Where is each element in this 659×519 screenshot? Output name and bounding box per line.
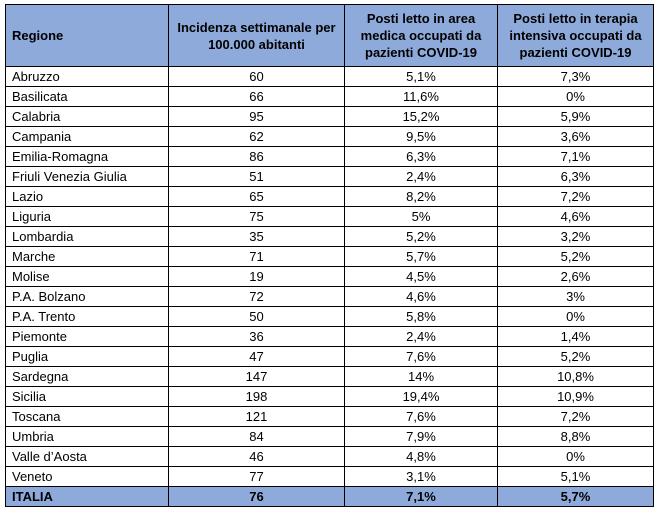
icu-beds-cell: 5,9% [498,107,654,127]
region-cell: P.A. Bolzano [6,287,169,307]
incidence-cell: 198 [169,387,345,407]
medical-beds-cell: 2,4% [345,167,498,187]
medical-beds-cell: 5,1% [345,67,498,87]
covid-table-container [5,4,654,507]
icu-beds-cell: 5,2% [498,247,654,267]
region-cell: Sardegna [6,367,169,387]
incidence-cell: 65 [169,187,345,207]
table-row [6,367,654,387]
incidence-cell: 76 [169,487,345,507]
icu-beds-cell: 7,1% [498,147,654,167]
medical-beds-cell: 14% [345,367,498,387]
medical-beds-cell: 19,4% [345,387,498,407]
incidence-cell: 121 [169,407,345,427]
icu-beds-cell: 10,8% [498,367,654,387]
icu-beds-cell: 5,1% [498,467,654,487]
table-row [6,247,654,267]
incidence-cell: 47 [169,347,345,367]
table-row [6,67,654,87]
region-cell: Lazio [6,187,169,207]
icu-beds-cell: 0% [498,447,654,467]
region-cell: Friuli Venezia Giulia [6,167,169,187]
header-medical-beds: Posti letto in area medica occupati da pazienti COVID-19 [345,5,498,67]
medical-beds-cell: 6,3% [345,147,498,167]
medical-beds-cell: 8,2% [345,187,498,207]
table-row [6,387,654,407]
header-icu-beds: Posti letto in terapia intensiva occupati da pazienti COVID-19 [498,5,654,67]
table-row [6,427,654,447]
region-cell: Basilicata [6,87,169,107]
incidence-cell: 86 [169,147,345,167]
icu-beds-cell: 3,6% [498,127,654,147]
table-row [6,207,654,227]
icu-beds-cell: 3% [498,287,654,307]
table-row [6,107,654,127]
region-cell: Calabria [6,107,169,127]
region-cell: Molise [6,267,169,287]
table-body [6,67,654,507]
region-cell: Veneto [6,467,169,487]
table-row [6,187,654,207]
incidence-cell: 51 [169,167,345,187]
incidence-cell: 19 [169,267,345,287]
medical-beds-cell: 4,8% [345,447,498,467]
covid-indicators-table [5,4,654,507]
table-row [6,227,654,247]
region-cell: Valle d’Aosta [6,447,169,467]
header-region: Regione [6,5,169,67]
region-cell: ITALIA [6,487,169,507]
incidence-cell: 147 [169,367,345,387]
incidence-cell: 66 [169,87,345,107]
table-row [6,287,654,307]
icu-beds-cell: 10,9% [498,387,654,407]
icu-beds-cell: 6,3% [498,167,654,187]
region-cell: Puglia [6,347,169,367]
medical-beds-cell: 9,5% [345,127,498,147]
table-row [6,127,654,147]
incidence-cell: 77 [169,467,345,487]
medical-beds-cell: 11,6% [345,87,498,107]
region-cell: Marche [6,247,169,267]
region-cell: Toscana [6,407,169,427]
medical-beds-cell: 7,6% [345,407,498,427]
region-cell: Emilia-Romagna [6,147,169,167]
icu-beds-cell: 0% [498,87,654,107]
region-cell: Liguria [6,207,169,227]
total-row [6,487,654,507]
medical-beds-cell: 3,1% [345,467,498,487]
region-cell: Umbria [6,427,169,447]
icu-beds-cell: 2,6% [498,267,654,287]
medical-beds-cell: 5% [345,207,498,227]
medical-beds-cell: 5,2% [345,227,498,247]
medical-beds-cell: 15,2% [345,107,498,127]
incidence-cell: 50 [169,307,345,327]
icu-beds-cell: 7,2% [498,407,654,427]
icu-beds-cell: 7,3% [498,67,654,87]
table-row [6,467,654,487]
icu-beds-cell: 4,6% [498,207,654,227]
incidence-cell: 46 [169,447,345,467]
medical-beds-cell: 7,6% [345,347,498,367]
table-row [6,447,654,467]
medical-beds-cell: 5,7% [345,247,498,267]
incidence-cell: 95 [169,107,345,127]
medical-beds-cell: 5,8% [345,307,498,327]
incidence-cell: 36 [169,327,345,347]
medical-beds-cell: 4,5% [345,267,498,287]
table-header-row [6,5,654,67]
icu-beds-cell: 5,2% [498,347,654,367]
incidence-cell: 84 [169,427,345,447]
table-row [6,267,654,287]
medical-beds-cell: 4,6% [345,287,498,307]
icu-beds-cell: 8,8% [498,427,654,447]
medical-beds-cell: 7,9% [345,427,498,447]
incidence-cell: 72 [169,287,345,307]
icu-beds-cell: 0% [498,307,654,327]
incidence-cell: 75 [169,207,345,227]
region-cell: Abruzzo [6,67,169,87]
icu-beds-cell: 3,2% [498,227,654,247]
table-row [6,147,654,167]
region-cell: Sicilia [6,387,169,407]
incidence-cell: 60 [169,67,345,87]
header-weekly-incidence: Incidenza settimanale per 100.000 abitanti [169,5,345,67]
region-cell: Campania [6,127,169,147]
region-cell: P.A. Trento [6,307,169,327]
icu-beds-cell: 1,4% [498,327,654,347]
incidence-cell: 71 [169,247,345,267]
table-row [6,347,654,367]
region-cell: Lombardia [6,227,169,247]
medical-beds-cell: 7,1% [345,487,498,507]
table-row [6,307,654,327]
incidence-cell: 62 [169,127,345,147]
icu-beds-cell: 5,7% [498,487,654,507]
table-row [6,167,654,187]
table-row [6,327,654,347]
incidence-cell: 35 [169,227,345,247]
table-row [6,407,654,427]
table-row [6,87,654,107]
region-cell: Piemonte [6,327,169,347]
medical-beds-cell: 2,4% [345,327,498,347]
icu-beds-cell: 7,2% [498,187,654,207]
